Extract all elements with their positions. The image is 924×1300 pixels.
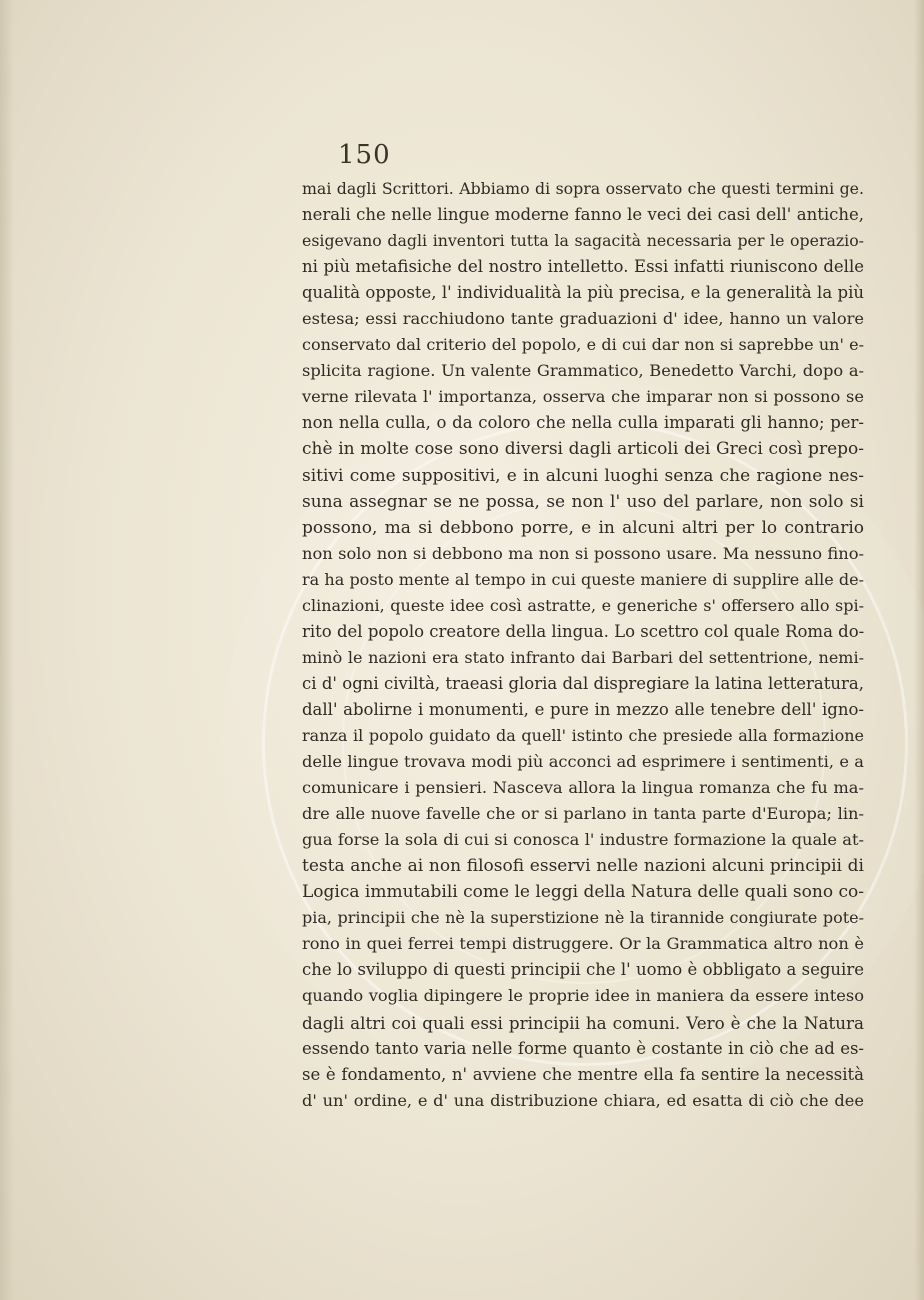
text-line: suna assegnar se ne possa, se non l' uso del parlare, non solo si — [302, 491, 864, 512]
text-line: qualità opposte, l' individualità la più precisa, e la generalità la più — [302, 283, 864, 303]
text-line: minò le nazioni era stato infranto dai Barbari del settentrione, nemi- — [302, 647, 864, 667]
text-line: dre alle nuove favelle che or si parlano in tanta parte d'Europa; lin- — [302, 804, 864, 824]
text-line: ranza il popolo guidato da quell' istinto che presiede alla formazione — [302, 725, 864, 745]
text-line: che lo sviluppo di questi principii che l' uomo è obbligato a seguire — [302, 960, 864, 980]
body-text — [302, 176, 864, 1114]
text-line: Logica immutabili come le leggi della Natura delle quali sono co- — [302, 882, 864, 903]
text-line: splicita ragione. Un valente Grammatico, Benedetto Varchi, dopo a- — [302, 361, 864, 381]
text-line: dall' abolirne i monumenti, e pure in mezzo alle tenebre dell' igno- — [302, 699, 864, 719]
text-line: possono, ma si debbono porre, e in alcuni altri per lo contrario — [302, 517, 864, 538]
page-edge-left — [0, 0, 14, 1300]
text-line: gua forse la sola di cui si conosca l' industre formazione la quale at- — [302, 830, 864, 850]
text-line: ra ha posto mente al tempo in cui queste maniere di supplire alle de- — [302, 569, 864, 589]
text-line: testa anche ai non filosofi esservi nelle nazioni alcuni principii di — [302, 856, 864, 877]
text-line: delle lingue trovava modi più acconci ad esprimere i sentimenti, e a — [302, 752, 864, 772]
text-line: rito del popolo creatore della lingua. Lo scettro col quale Roma do- — [302, 621, 865, 641]
text-line: d' un' ordine, e d' una distribuzione chiara, ed esatta di ciò che dee — [302, 1090, 864, 1110]
text-line: nerali che nelle lingue moderne fanno le veci dei casi dell' antiche, — [302, 205, 864, 225]
text-line: rono in quei ferrei tempi distruggere. Or la Grammatica altro non è — [302, 934, 864, 954]
text-line: ni più metafisiche del nostro intelletto. Essi infatti riuniscono delle — [302, 257, 864, 277]
text-line: essendo tanto varia nelle forme quanto è costante in ciò che ad es- — [302, 1038, 864, 1058]
text-line: mai dagli Scrittori. Abbiamo di sopra osservato che questi termini ge. — [302, 179, 864, 198]
text-line: estesa; essi racchiudono tante graduazioni d' idee, hanno un valore — [302, 309, 864, 329]
text-line: quando voglia dipingere le proprie idee in maniera da essere inteso — [302, 986, 864, 1006]
page-number: 150 — [338, 140, 391, 170]
text-line: non nella culla, o da coloro che nella culla imparati gli hanno; per- — [302, 413, 864, 433]
text-line: pia, principii che nè la superstizione nè la tirannide congiurate pote- — [302, 908, 864, 928]
text-line: clinazioni, queste idee così astratte, e generiche s' offersero allo spi- — [302, 595, 864, 615]
text-line: esigevano dagli inventori tutta la sagacità necessaria per le operazio- — [302, 231, 864, 251]
text-line: conservato dal criterio del popolo, e di cui dar non si saprebbe un' e- — [302, 335, 864, 355]
text-line: dagli altri coi quali essi principii ha comuni. Vero è che la Natura — [302, 1012, 864, 1033]
text-line: ci d' ogni civiltà, traeasi gloria dal dispregiare la latina letteratura, — [302, 673, 864, 693]
page-edge-right — [914, 0, 924, 1300]
text-line: comunicare i pensieri. Nasceva allora la lingua romanza che fu ma- — [302, 778, 864, 798]
text-line: verne rilevata l' importanza, osserva che imparar non si possono se — [302, 387, 864, 407]
text-line: non solo non si debbono ma non si possono usare. Ma nessuno fino- — [302, 543, 864, 563]
text-line: se è fondamento, n' avviene che mentre ella fa sentire la necessità — [302, 1064, 864, 1084]
text-line: sitivi come suppositivi, e in alcuni luoghi senza che ragione nes- — [302, 465, 864, 486]
text-line: chè in molte cose sono diversi dagli articoli dei Greci così prepo- — [302, 439, 864, 460]
